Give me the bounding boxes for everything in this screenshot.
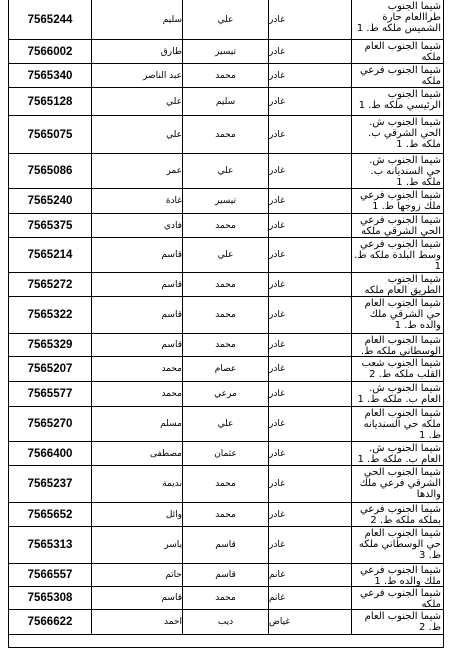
address-cell: شيما الجنوب فرعي وسط البلدة ملكه ط. 1	[351, 238, 443, 272]
name-cell: مصطفى	[91, 442, 182, 465]
father-cell: محمد	[182, 273, 268, 296]
name-cell: احمد	[91, 610, 182, 634]
father-cell: محمد	[182, 297, 268, 333]
name-cell: مسلم	[91, 407, 182, 441]
family-cell: غادر	[268, 273, 351, 296]
table-row	[9, 273, 443, 297]
number-cell: 7565244	[27, 13, 73, 26]
table-row	[9, 0, 443, 40]
father-cell: محمد	[182, 466, 268, 502]
name-cell: علي	[91, 88, 182, 115]
number-cell: 7565086	[27, 165, 73, 177]
table-row	[9, 407, 443, 442]
name-cell: حاتم	[91, 564, 182, 586]
father-cell: عصام	[182, 357, 268, 381]
number-cell: 7566002	[27, 45, 73, 58]
father-cell: علي	[182, 238, 268, 272]
name-cell: قاسم	[91, 297, 182, 333]
name-cell: قاسم	[91, 273, 182, 296]
number-cell: 7565313	[27, 539, 73, 551]
table-row	[9, 334, 443, 357]
table-row	[9, 116, 443, 154]
address-cell: شيما الجنوب ش. حي السنديانه ب. ملكه ط. 1	[351, 154, 443, 188]
number-cell: 7565272	[27, 278, 73, 291]
father-cell: محمد	[182, 587, 268, 609]
father-cell: علي	[182, 154, 268, 188]
address-cell: شيما الجنوب شعب القلب ملكه ط. 2	[351, 357, 443, 381]
family-cell: غادر	[268, 214, 351, 237]
table-row	[9, 40, 443, 64]
family-cell: غانم	[268, 564, 351, 586]
number-cell: 7565207	[27, 363, 73, 375]
family-cell: غادر	[268, 0, 351, 39]
table-row	[9, 189, 443, 214]
name-cell: قاسم	[91, 587, 182, 609]
number-cell: 7566622	[27, 616, 73, 628]
name-cell: ياسر	[91, 527, 182, 563]
table-row	[9, 564, 443, 587]
name-cell: طارق	[91, 40, 182, 63]
table-row	[9, 610, 443, 635]
number-cell: 7565340	[27, 69, 73, 82]
address-cell: شيما الجنوب فرعي ملك زوجها ط. 1	[351, 189, 443, 213]
father-cell: تيسير	[182, 40, 268, 63]
number-cell: 7565652	[27, 508, 73, 521]
document-page	[8, 0, 444, 648]
address-cell: شيما الجنوب العام حي الوسطاني ملكه ط. 3	[351, 527, 443, 563]
family-cell: غادر	[268, 357, 351, 381]
family-cell: غادر	[268, 88, 351, 115]
table-row	[9, 527, 443, 564]
address-cell: شيما الجنوب العام ملكه حي السنديانه ط. 1	[351, 407, 443, 441]
number-cell: 7565322	[27, 309, 73, 321]
father-cell: محمد	[182, 64, 268, 87]
father-cell: مرعي	[182, 382, 268, 406]
table-row	[9, 88, 443, 116]
records-table	[9, 0, 443, 633]
table-row	[9, 64, 443, 88]
table-row	[9, 442, 443, 466]
address-cell: شيما الجنوب الطريق العام ملكه	[351, 273, 443, 296]
father-cell: محمد	[182, 503, 268, 526]
address-cell: شيما الجنوب العام الوسطاني ملكه ط.	[351, 334, 443, 356]
name-cell: وائل	[91, 503, 182, 526]
number-cell: 7565075	[27, 128, 73, 141]
family-cell: غادر	[268, 238, 351, 272]
table-row	[9, 297, 443, 334]
father-cell: محمد	[182, 116, 268, 153]
address-cell: شيما الجنوب العام ملكه	[351, 40, 443, 63]
father-cell: علي	[182, 407, 268, 441]
father-cell: عثمان	[182, 442, 268, 465]
name-cell: علي	[91, 116, 182, 153]
father-cell: محمد	[182, 334, 268, 356]
family-cell: غياض	[268, 610, 351, 634]
number-cell: 7565214	[27, 249, 73, 261]
number-cell: 7565237	[27, 478, 73, 490]
number-cell: 7565128	[27, 95, 73, 108]
name-cell: محمد	[91, 357, 182, 381]
family-cell: غانم	[268, 587, 351, 609]
family-cell: غادر	[268, 189, 351, 213]
father-cell: ديب	[182, 610, 268, 634]
address-cell: شيما الجنوب فرعي بملكه ملكه ط. 2	[351, 503, 443, 526]
table-row	[9, 154, 443, 189]
name-cell: فادي	[91, 214, 182, 237]
address-cell: شيما الجنوب فرعي ملك والده ط. 1	[351, 564, 443, 586]
table-row	[9, 238, 443, 273]
name-cell: غادة	[91, 189, 182, 213]
family-cell: غادر	[268, 334, 351, 356]
family-cell: غادر	[268, 382, 351, 406]
family-cell: غادر	[268, 64, 351, 87]
address-cell: شيما الجنوب العام ط. 2	[351, 610, 443, 634]
father-cell: سليم	[182, 88, 268, 115]
name-cell: نديمة	[91, 466, 182, 502]
father-cell: علي	[182, 0, 268, 39]
address-cell: شيما الجنوب فرعي ملكه	[351, 587, 443, 609]
family-cell: غادر	[268, 503, 351, 526]
table-row	[9, 214, 443, 238]
family-cell: غادر	[268, 297, 351, 333]
family-cell: غادر	[268, 154, 351, 188]
family-cell: غادر	[268, 40, 351, 63]
name-cell: محمد	[91, 382, 182, 406]
number-cell: 7565577	[27, 388, 73, 400]
father-cell: تيسير	[182, 189, 268, 213]
address-cell: شيما الجنوب ش. الحي الشرقي ب. ملكه ط. 1	[351, 116, 443, 153]
table-row	[9, 466, 443, 503]
address-cell: شيما الجنوب الرئيسي ملكه ط. 1	[351, 88, 443, 115]
family-cell: غادر	[268, 466, 351, 502]
address-cell: شيما الجنوب فرعي الحي الشرقي ملكه	[351, 214, 443, 237]
table-row	[9, 503, 443, 527]
father-cell: قاسم	[182, 564, 268, 586]
family-cell: غادر	[268, 442, 351, 465]
family-cell: غادر	[268, 527, 351, 563]
name-cell: قاسم	[91, 334, 182, 356]
address-cell: شيما الجنوب ش. العام ب. ملكه ط. 1	[351, 442, 443, 465]
father-cell: محمد	[182, 214, 268, 237]
number-cell: 7565375	[27, 219, 73, 232]
number-cell: 7566400	[27, 447, 73, 460]
family-cell: غادر	[268, 116, 351, 153]
address-cell: شيما الجنوب العام حي الشرقي ملك والده ط. 1	[351, 297, 443, 333]
number-cell: 7565329	[27, 339, 73, 351]
name-cell: عبد الناصر	[91, 64, 182, 87]
table-row	[9, 357, 443, 382]
address-cell: شيما الجنوب طراالعام حارة الشميس ملكه ط. 1	[351, 0, 443, 39]
number-cell: 7565270	[27, 418, 73, 430]
name-cell: قاسم	[91, 238, 182, 272]
number-cell: 7565240	[27, 195, 73, 207]
name-cell: عمر	[91, 154, 182, 188]
table-row	[9, 382, 443, 407]
address-cell: شيما الجنوب فرعي ملكه	[351, 64, 443, 87]
name-cell: سليم	[91, 0, 182, 39]
number-cell: 7565308	[27, 592, 73, 604]
family-cell: غادر	[268, 407, 351, 441]
address-cell: شيما الجنوب ش. العام ب. ملكه ط. 1	[351, 382, 443, 406]
number-cell: 7566557	[27, 569, 73, 581]
table-row	[9, 587, 443, 610]
father-cell: قاسم	[182, 527, 268, 563]
address-cell: شيما الجنوب الحي الشرقي فرعي ملك والدها	[351, 466, 443, 502]
